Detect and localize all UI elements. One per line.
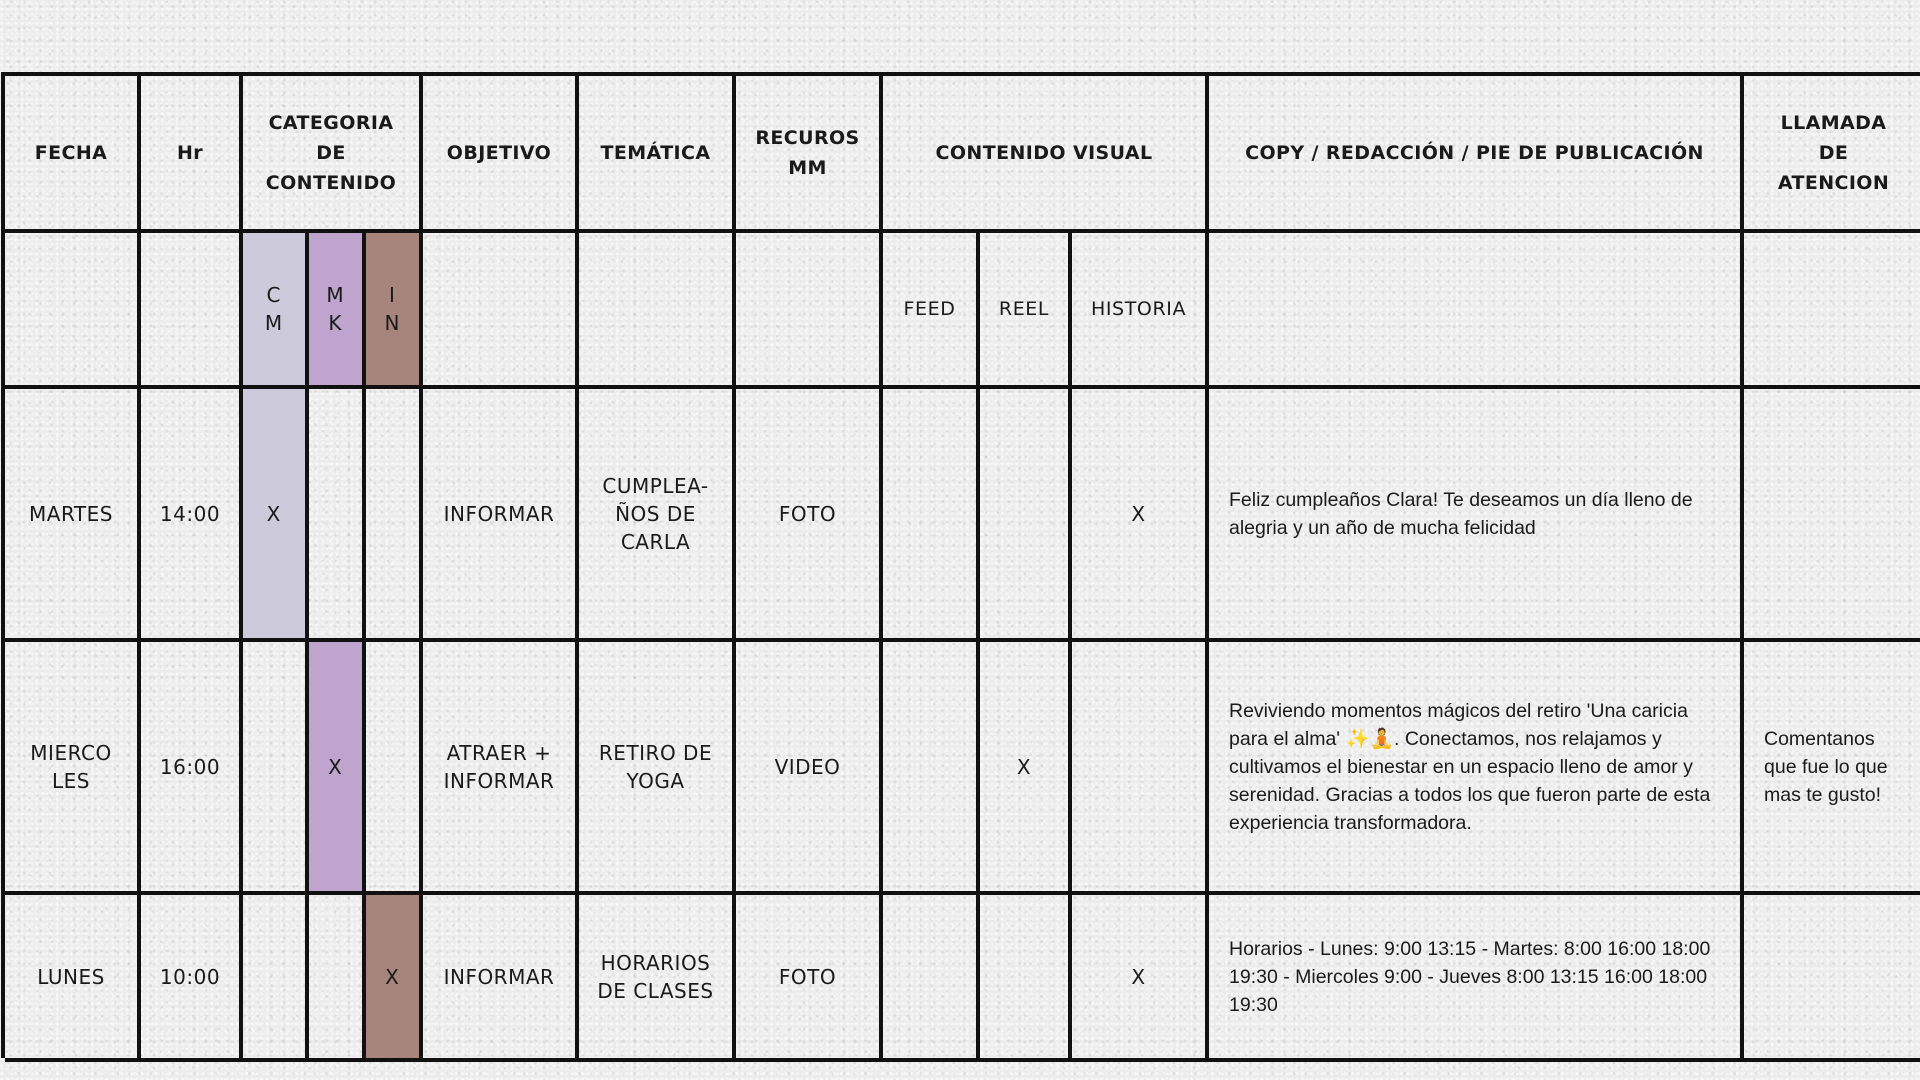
content-calendar-table bbox=[1, 72, 1920, 1058]
row2-in bbox=[366, 642, 423, 895]
row3-hr: 10:00 bbox=[141, 895, 243, 1062]
row1-hr: 14:00 bbox=[141, 389, 243, 642]
row3-mk bbox=[309, 895, 366, 1062]
row2-objetivo: ATRAER + INFORMAR bbox=[423, 642, 579, 895]
row1-mk bbox=[309, 389, 366, 642]
row1-fecha: MARTES bbox=[5, 389, 141, 642]
row2-reel: X bbox=[980, 642, 1072, 895]
subheader-cm: C M bbox=[243, 233, 309, 389]
row2-feed bbox=[883, 642, 980, 895]
subheader-empty-objetivo bbox=[423, 233, 579, 389]
row1-reel bbox=[980, 389, 1072, 642]
subheader-empty-hr bbox=[141, 233, 243, 389]
row1-objetivo: INFORMAR bbox=[423, 389, 579, 642]
row3-llamada bbox=[1744, 895, 1920, 1062]
subheader-historia: HISTORIA bbox=[1072, 233, 1209, 389]
row2-recursos: VIDEO bbox=[736, 642, 883, 895]
subheader-empty-copy bbox=[1209, 233, 1744, 389]
header-hr: Hr bbox=[141, 76, 243, 233]
row1-cm: X bbox=[243, 389, 309, 642]
row3-objetivo: INFORMAR bbox=[423, 895, 579, 1062]
row2-historia bbox=[1072, 642, 1209, 895]
header-recursos: RECUROS MM bbox=[736, 76, 883, 233]
row2-llamada: Comentanos que fue lo que mas te gusto! bbox=[1744, 642, 1920, 895]
row3-reel bbox=[980, 895, 1072, 1062]
subheader-feed: FEED bbox=[883, 233, 980, 389]
subheader-empty-tematica bbox=[579, 233, 736, 389]
row3-recursos: FOTO bbox=[736, 895, 883, 1062]
subheader-empty-llamada bbox=[1744, 233, 1920, 389]
header-fecha: FECHA bbox=[5, 76, 141, 233]
row1-historia: X bbox=[1072, 389, 1209, 642]
row3-copy: Horarios - Lunes: 9:00 13:15 - Martes: 8:00 16:00 18:00 19:30 - Miercoles 9:00 - Jueves 8:00 13:15 16:00 18:00 19:30 bbox=[1209, 895, 1744, 1062]
row3-fecha: LUNES bbox=[5, 895, 141, 1062]
header-categoria: CATEGORIA DE CONTENIDO bbox=[243, 76, 423, 233]
row2-hr: 16:00 bbox=[141, 642, 243, 895]
subheader-in: I N bbox=[366, 233, 423, 389]
row1-llamada bbox=[1744, 389, 1920, 642]
row2-fecha: MIERCO LES bbox=[5, 642, 141, 895]
row2-mk: X bbox=[309, 642, 366, 895]
subheader-mk: M K bbox=[309, 233, 366, 389]
row1-recursos: FOTO bbox=[736, 389, 883, 642]
header-llamada: LLAMADA DE ATENCION bbox=[1744, 76, 1920, 233]
row3-in: X bbox=[366, 895, 423, 1062]
row3-feed bbox=[883, 895, 980, 1062]
row3-historia: X bbox=[1072, 895, 1209, 1062]
row2-tematica: RETIRO DE YOGA bbox=[579, 642, 736, 895]
row1-copy: Feliz cumpleaños Clara! Te deseamos un día lleno de alegria y un año de mucha felicidad bbox=[1209, 389, 1744, 642]
row1-tematica: CUMPLEA- ÑOS DE CARLA bbox=[579, 389, 736, 642]
header-tematica: TEMÁTICA bbox=[579, 76, 736, 233]
header-objetivo: OBJETIVO bbox=[423, 76, 579, 233]
subheader-empty-recursos bbox=[736, 233, 883, 389]
header-contenido-visual: CONTENIDO VISUAL bbox=[883, 76, 1209, 233]
row3-cm bbox=[243, 895, 309, 1062]
subheader-reel: REEL bbox=[980, 233, 1072, 389]
row1-in bbox=[366, 389, 423, 642]
subheader-empty-fecha bbox=[5, 233, 141, 389]
header-copy: COPY / REDACCIÓN / PIE DE PUBLICACIÓN bbox=[1209, 76, 1744, 233]
row2-cm bbox=[243, 642, 309, 895]
row1-feed bbox=[883, 389, 980, 642]
row3-tematica: HORARIOS DE CLASES bbox=[579, 895, 736, 1062]
row2-copy: Reviviendo momentos mágicos del retiro 'Una caricia para el alma' ✨🧘. Conectamos, nos relajamos y cultivamos el bienestar en un espacio lleno de amor y serenidad. Gracias a todos los que fueron parte de esta experiencia transformadora. bbox=[1209, 642, 1744, 895]
